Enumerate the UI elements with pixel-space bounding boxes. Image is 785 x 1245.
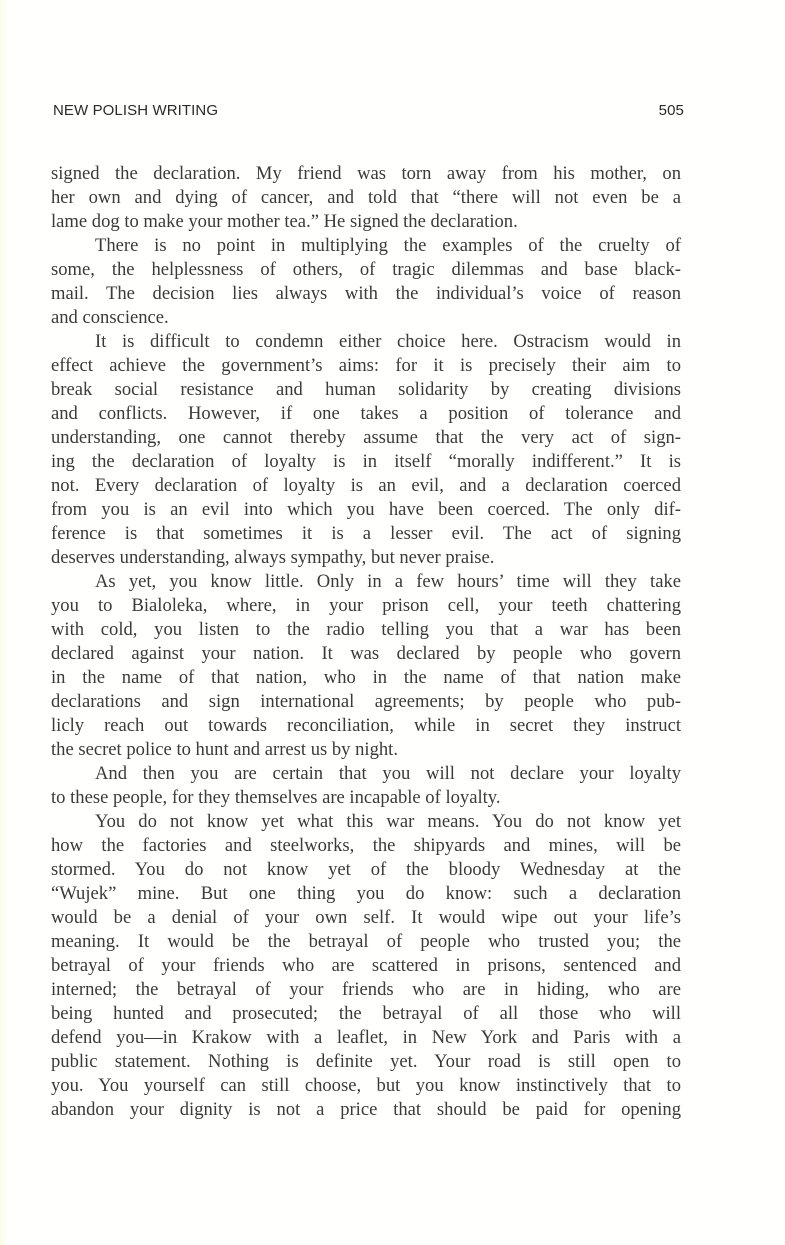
text-line: As yet, you know little. Only in a few hours’ time will they take <box>95 571 681 592</box>
text-line: declared against your nation. It was declared by people who govern <box>51 643 681 664</box>
text-line: mail. The decision lies always with the individual’s voice of reason <box>51 283 681 304</box>
text-line: you to Bialoleka, where, in your prison cell, your teeth chattering <box>51 595 681 616</box>
text-line: the secret police to hunt and arrest us by night. <box>51 739 398 760</box>
text-line: deserves understanding, always sympathy, but never praise. <box>51 547 495 568</box>
text-line: and conflicts. However, if one takes a position of tolerance and <box>51 403 681 424</box>
text-line: It is difficult to condemn either choice here. Ostracism would in <box>95 331 681 352</box>
text-line: interned; the betrayal of your friends who are in hiding, who are <box>51 979 681 1000</box>
text-line: her own and dying of cancer, and told that “there will not even be a <box>51 187 681 208</box>
text-line: defend you—in Krakow with a leaflet, in New York and Paris with a <box>51 1027 681 1048</box>
text-line: not. Every declaration of loyalty is an evil, and a declaration coerced <box>51 475 681 496</box>
paragraph <box>51 162 681 234</box>
text-line: in the name of that nation, who in the name of that nation make <box>51 667 681 688</box>
paragraph <box>51 810 681 1122</box>
text-line: stormed. You do not know yet of the bloody Wednesday at the <box>51 859 681 880</box>
text-line: ing the declaration of loyalty is in itself “morally indifferent.” It is <box>51 451 681 472</box>
text-line: betrayal of your friends who are scattered in prisons, sentenced and <box>51 955 681 976</box>
text-line: signed the declaration. My friend was torn away from his mother, on <box>51 163 681 184</box>
page-number: 505 <box>658 102 684 119</box>
text-line: some, the helplessness of others, of tragic dilemmas and base black- <box>51 259 681 280</box>
text-line: You do not know yet what this war means. You do not know yet <box>95 811 681 832</box>
text-line: from you is an evil into which you have been coerced. The only dif- <box>51 499 681 520</box>
text-line: break social resistance and human solidarity by creating divisions <box>51 379 681 400</box>
text-line: lame dog to make your mother tea.” He signed the declaration. <box>51 211 518 232</box>
text-line: declarations and sign international agreements; by people who pub- <box>51 691 681 712</box>
running-header <box>53 102 684 119</box>
text-line: ference is that sometimes it is a lesser evil. The act of signing <box>51 523 681 544</box>
text-line: to these people, for they themselves are incapable of loyalty. <box>51 787 501 808</box>
paragraph <box>51 330 681 570</box>
text-line: There is no point in multiplying the examples of the cruelty of <box>95 235 681 256</box>
running-title: NEW POLISH WRITING <box>53 102 219 119</box>
text-line: you. You yourself can still choose, but you know instinctively that to <box>51 1075 681 1096</box>
text-line: being hunted and prosecuted; the betrayal of all those who will <box>51 1003 681 1024</box>
paragraph <box>51 570 681 762</box>
text-line: abandon your dignity is not a price that should be paid for opening <box>51 1099 681 1120</box>
text-line: licly reach out towards reconciliation, while in secret they instruct <box>51 715 681 736</box>
text-line: public statement. Nothing is definite yet. Your road is still open to <box>51 1051 681 1072</box>
paragraph <box>51 762 681 810</box>
text-line: effect achieve the government’s aims: for it is precisely their aim to <box>51 355 681 376</box>
text-line: understanding, one cannot thereby assume that the very act of sign- <box>51 427 681 448</box>
text-line: and conscience. <box>51 307 169 328</box>
paragraph <box>51 234 681 330</box>
text-line: how the factories and steelworks, the shipyards and mines, will be <box>51 835 681 856</box>
body-text <box>51 162 681 1122</box>
text-line: And then you are certain that you will not declare your loyalty <box>95 763 681 784</box>
text-line: “Wujek” mine. But one thing you do know: such a declaration <box>51 883 681 904</box>
text-line: with cold, you listen to the radio telling you that a war has been <box>51 619 681 640</box>
text-line: meaning. It would be the betrayal of people who trusted you; the <box>51 931 681 952</box>
text-line: would be a denial of your own self. It would wipe out your life’s <box>51 907 681 928</box>
